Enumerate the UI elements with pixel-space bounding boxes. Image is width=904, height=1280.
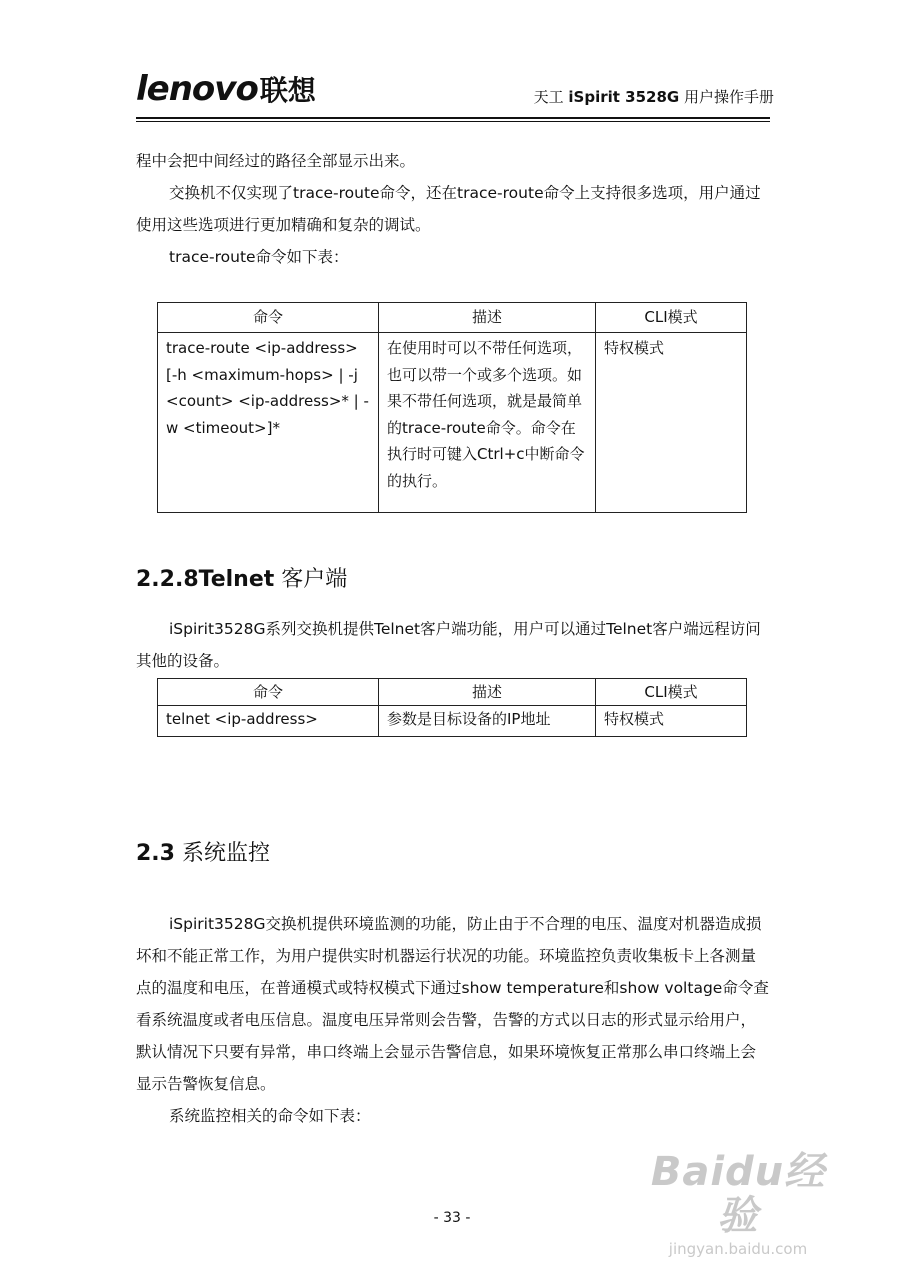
cell-cli-mode: 特权模式 [596,706,747,737]
col-header-command: 命令 [158,303,379,333]
section-number: 2.3 [136,841,175,866]
document-title [534,86,774,107]
title-suffix: 用户操作手册 [679,88,774,106]
table-row [158,333,747,513]
col-header-cli-mode: CLI模式 [596,303,747,333]
table-header-row [158,303,747,333]
logo-text-cn: 联想 [259,74,316,107]
paragraph-2: 交换机不仅实现了trace-route命令，还在trace-route命令上支持很多选项，用户通过使用这些选项进行更加精确和复杂的调试。 [136,184,761,234]
section-heading-2-3 [136,836,270,867]
paragraph-4: iSpirit3528G系列交换机提供Telnet客户端功能，用户可以通过Telnet客户端远程访问其他的设备。 [136,620,761,670]
cell-description: 参数是目标设备的IP地址 [379,706,596,737]
trace-route-table [157,302,747,513]
paragraph-5: iSpirit3528G交换机提供环境监测的功能，防止由于不合理的电压、温度对机器造成损坏和不能正常工作，为用户提供实时机器运行状况的功能。环境监控负责收集板卡上各测量点的温度和电压，在普通模式或特权模式下通过show temperature和show voltage命令查看系统温度或者电压信息。温度电压异常则会告警，告警的方式以日志的形式显示给用户，默认情况下只要有异常，串口终端上会显示告警信息，如果环境恢复正常那么串口终端上会显示告警恢复信息。 [136,915,769,1093]
baidu-watermark [638,1149,838,1258]
section-number: 2.2.8Telnet [136,567,275,592]
paragraph-6: 系统监控相关的命令如下表： [169,1107,371,1125]
watermark-url: jingyan.baidu.com [668,1240,808,1258]
logo-text: lenovo [136,69,258,109]
col-header-cli-mode: CLI模式 [596,679,747,706]
title-product: iSpirit 3528G [568,88,680,106]
col-header-description: 描述 [379,679,596,706]
telnet-table [157,678,747,737]
paragraph-3: trace-route命令如下表： [169,248,349,266]
cell-cli-mode: 特权模式 [596,333,747,513]
watermark-brand: Baidu经验 [650,1149,826,1239]
header-rule-thin [136,121,770,122]
section-title: 客户端 [274,567,348,592]
section-title: 系统监控 [174,841,270,866]
col-header-command: 命令 [158,679,379,706]
title-prefix: 天工 [533,88,569,106]
table-row [158,706,747,737]
cell-command: telnet <ip-address> [158,706,379,737]
cell-command: trace-route <ip-address> [-h <maximum-hops> | -j <count> <ip-address>* | -w <timeout>]* [158,333,379,513]
col-header-description: 描述 [379,303,596,333]
table-header-row [158,679,747,706]
lenovo-logo [136,69,316,109]
paragraph-1: 程中会把中间经过的路径全部显示出来。 [136,152,416,170]
page-number: - 33 - [433,1210,471,1226]
section-heading-2-2-8 [136,562,347,593]
cell-description: 在使用时可以不带任何选项，也可以带一个或多个选项。如果不带任何选项，就是最简单的trace-route命令。命令在执行时可键入Ctrl+c中断命令的执行。 [379,333,596,513]
header-rule-thick [136,117,770,119]
